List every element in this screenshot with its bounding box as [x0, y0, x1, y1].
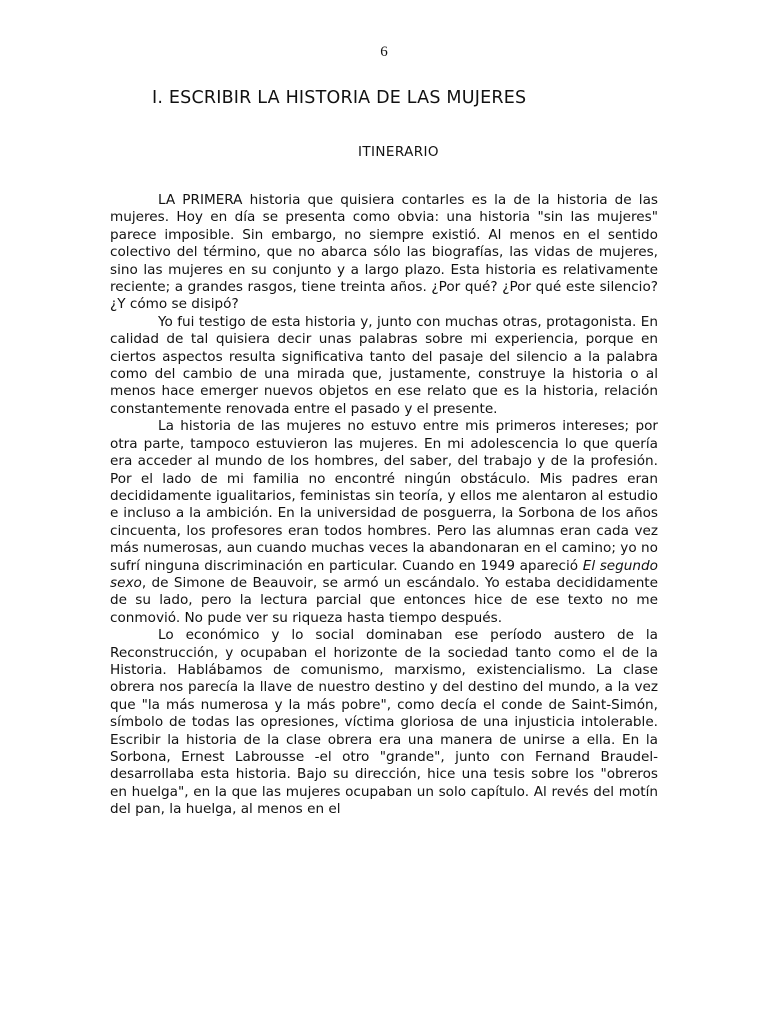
- paragraph-3: [110, 418, 658, 627]
- body-text: [110, 192, 658, 819]
- paragraph-4: Lo económico y lo social dominaban ese período austero de la Reconstrucción, y ocupaban el horizonte de la sociedad tanto como el de la Historia. Hablábamos de comunismo, marxismo, existencialismo. La clase obrera nos parecía la llave de nuestro destino y del destino del mundo, a la vez que "la más numerosa y la más pobre", como decía el conde de Saint-Simón, símbolo de todas las opresiones, víctima gloriosa de una injusticia intolerable. Escribir la historia de la clase obrera era una manera de unirse a ella. En la Sorbona, Ernest Labrousse -el otro "grande", junto con Fernand Braudel- desarrollaba esta historia. Bajo su dirección, hice una tesis sobre los "obreros en huelga", en la que las mujeres ocupaban un solo capítulo. Al revés del motín del pan, la huelga, al menos en el: [110, 627, 658, 818]
- chapter-title: I. ESCRIBIR LA HISTORIA DE LAS MUJERES: [152, 88, 527, 108]
- book-title: El segundo sexo: [110, 557, 658, 591]
- page-number: 6: [380, 44, 388, 60]
- section-title: ITINERARIO: [358, 144, 439, 160]
- paragraph-1: LA PRIMERA historia que quisiera contarles es la de la historia de las mujeres. Hoy en día se presenta como obvia: una historia "sin las mujeres" parece imposible. Sin embargo, no siempre existió. Al menos en el sentido colectivo del término, que no abarca sólo las biografías, las vidas de mujeres, sino las mujeres en su conjunto y a largo plazo. Esta historia es relativamente reciente; a grandes rasgos, tiene treinta años. ¿Por qué? ¿Por qué este silencio? ¿Y cómo se disipó?: [110, 192, 658, 313]
- paragraph-3-text-end: , de Simone de Beauvoir, se armó un escándalo. Yo estaba decididamente de su lado, pero la lectura parcial que entonces hice de ese texto no me conmovió. No pude ver su riqueza hasta tiempo después.: [110, 574, 658, 626]
- paragraph-3-text-start: La historia de las mujeres no estuvo entre mis primeros intereses; por otra parte, tampoco estuvieron las mujeres. En mi adolescencia lo que quería era acceder al mundo de los hombres, del saber, del trabajo y de la profesión. Por el lado de mi familia no encontré ningún obstáculo. Mis padres eran decididamente igualitarios, feministas sin teoría, y ellos me alentaron al estudio e incluso a la ambición. En la universidad de posguerra, la Sorbona de los años cincuenta, los profesores eran todos hombres. Pero las alumnas eran cada vez más numerosas, aun cuando muchas veces la abandonaran en el camino; yo no sufrí ninguna discriminación en particular. Cuando en 1949 apareció: [110, 418, 658, 574]
- paragraph-2: Yo fui testigo de esta historia y, junto con muchas otras, protagonista. En calidad de tal quisiera decir unas palabras sobre mi experiencia, porque en ciertos aspectos resulta significativa tanto del pasaje del silencio a la palabra como del cambio de una mirada que, justamente, construye la historia o al menos hace emerger nuevos objetos en ese relato que es la historia, relación constantemente renovada entre el pasado y el presente.: [110, 313, 658, 417]
